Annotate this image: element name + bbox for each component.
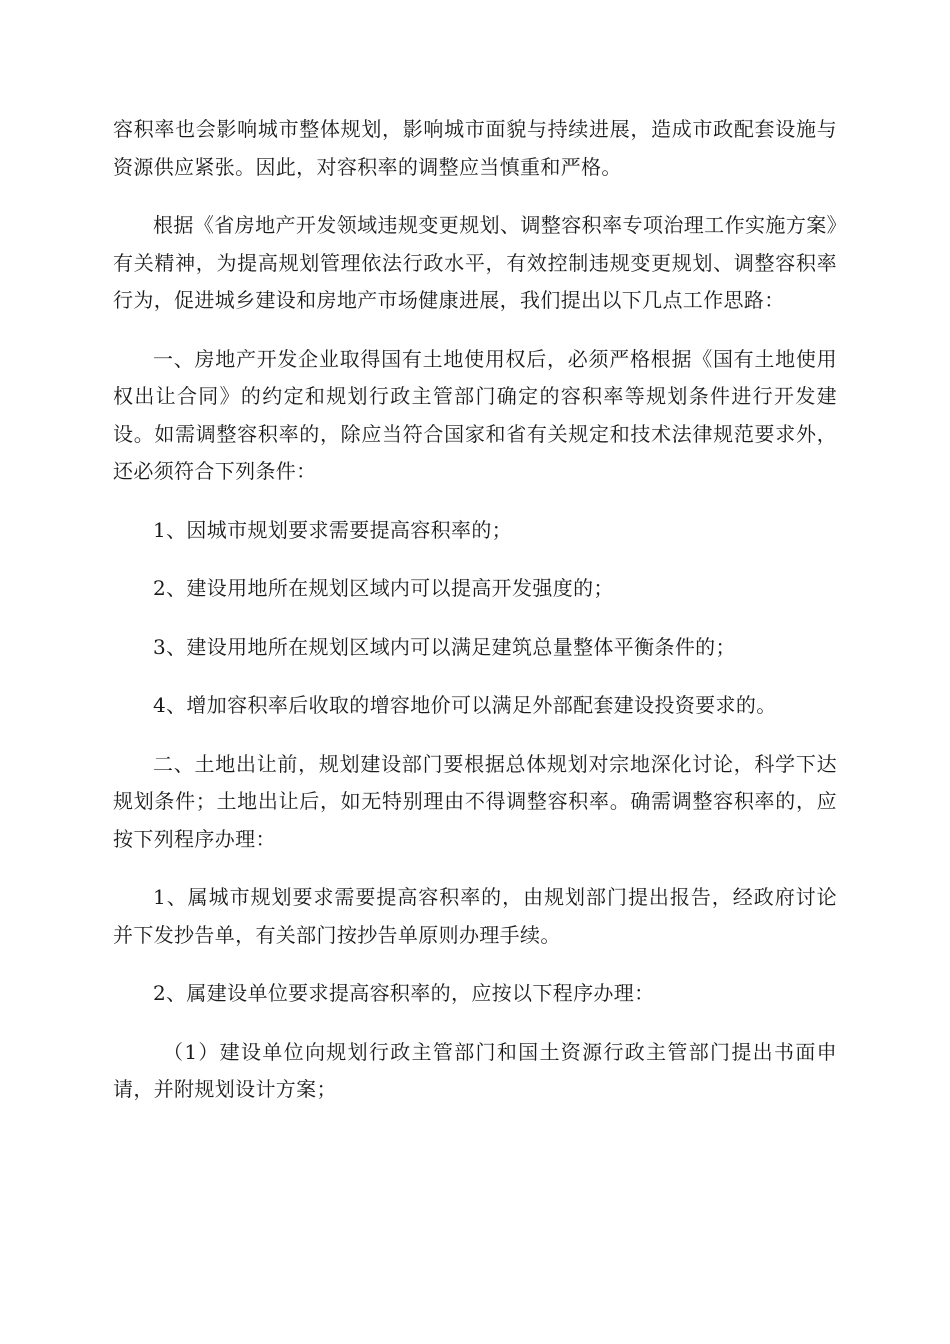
list-item-3: 3、建设用地所在规划区域内可以满足建筑总量整体平衡条件的； <box>153 634 736 659</box>
procedure-item-2: 2、属建设单位要求提高容积率的，应按以下程序办理： <box>153 981 655 1005</box>
list-item-4: 4、增加容积率后收取的增容地价可以满足外部配套建设投资要求的。 <box>153 693 777 717</box>
procedure-subitem-1: （1）建设单位向规划行政主管部门和国土资源行政主管部门提出书面申请，并附规划设计方案； <box>113 1039 837 1101</box>
paragraph-3: 一、房地产开发企业取得国有土地使用权后，必须严格根据《国有土地使用权出让合同》的约定和规划行政主管部门确定的容积率等规划条件进行开发建设。如需调整容积率的，除应当符合国家和省有关规定和技术法律规范要求外，还必须符合下列条件： <box>113 346 837 483</box>
list-item-2: 2、建设用地所在规划区域内可以提高开发强度的； <box>153 576 614 600</box>
document-body <box>113 111 837 1130</box>
paragraph-2: 根据《省房地产开发领域违规变更规划、调整容积率专项治理工作实施方案》有关精神，为提高规划管理依法行政水平，有效控制违规变更规划、调整容积率行为，促进城乡建设和房地产市场健康进展，我们提出以下几点工作思路： <box>113 213 837 312</box>
procedure-item-1: 1、属城市规划要求需要提高容积率的，由规划部门提出报告，经政府讨论并下发抄告单，有关部门按抄告单原则办理手续。 <box>113 885 837 947</box>
paragraph-1: 容积率也会影响城市整体规划，影响城市面貌与持续进展，造成市政配套设施与资源供应紧张。因此，对容积率的调整应当慎重和严格。 <box>113 117 837 179</box>
list-item-1: 1、因城市规划要求需要提高容积率的； <box>153 517 513 542</box>
paragraph-4: 二、土地出让前，规划建设部门要根据总体规划对宗地深化讨论，科学下达规划条件；土地出让后，如无特别理由不得调整容积率。确需调整容积率的，应按下列程序办理： <box>113 751 837 851</box>
